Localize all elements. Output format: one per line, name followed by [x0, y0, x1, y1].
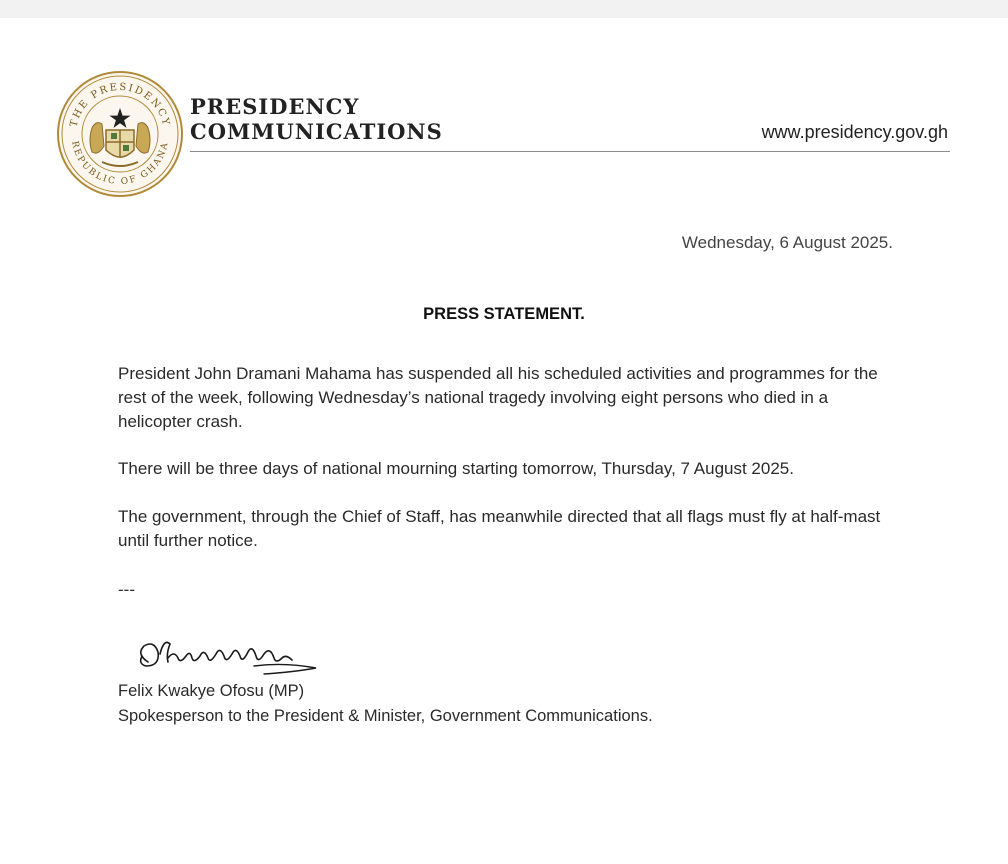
press-release-page [0, 18, 1008, 864]
separator-text: --- [118, 580, 135, 599]
signatory-block [118, 679, 653, 729]
seal-top-text: THE PRESIDENCY [68, 81, 172, 129]
statement-title: PRESS STATEMENT. [423, 305, 585, 323]
paragraph-2: There will be three days of national mourning starting tomorrow, Thursday, 7 August 2025. [118, 459, 794, 478]
presidency-seal-icon [56, 66, 184, 202]
paragraph-3: The government, through the Chief of Staff, has meanwhile directed that all flags must fly at half-mast until further notice. [118, 507, 881, 550]
organization-name-line2: COMMUNICATIONS [190, 119, 443, 144]
header-divider [190, 151, 950, 152]
organization-name [190, 94, 443, 144]
signatory-role: Spokesperson to the President & Minister, Government Communications. [118, 707, 653, 725]
handwritten-signature [134, 632, 324, 682]
seal-bottom-text: REPUBLIC OF GHANA [69, 140, 171, 188]
signatory-name: Felix Kwakye Ofosu (MP) [118, 682, 305, 700]
website-url: www.presidency.gov.gh [761, 122, 948, 142]
paragraph-1: President John Dramani Mahama has suspended all his scheduled activities and programmes for the rest of the week, following Wednesday’s national tragedy involving eight persons who died in a helicopter crash. [118, 364, 878, 431]
organization-name-line1: PRESIDENCY [190, 94, 360, 119]
statement-date: Wednesday, 6 August 2025. [681, 233, 893, 252]
